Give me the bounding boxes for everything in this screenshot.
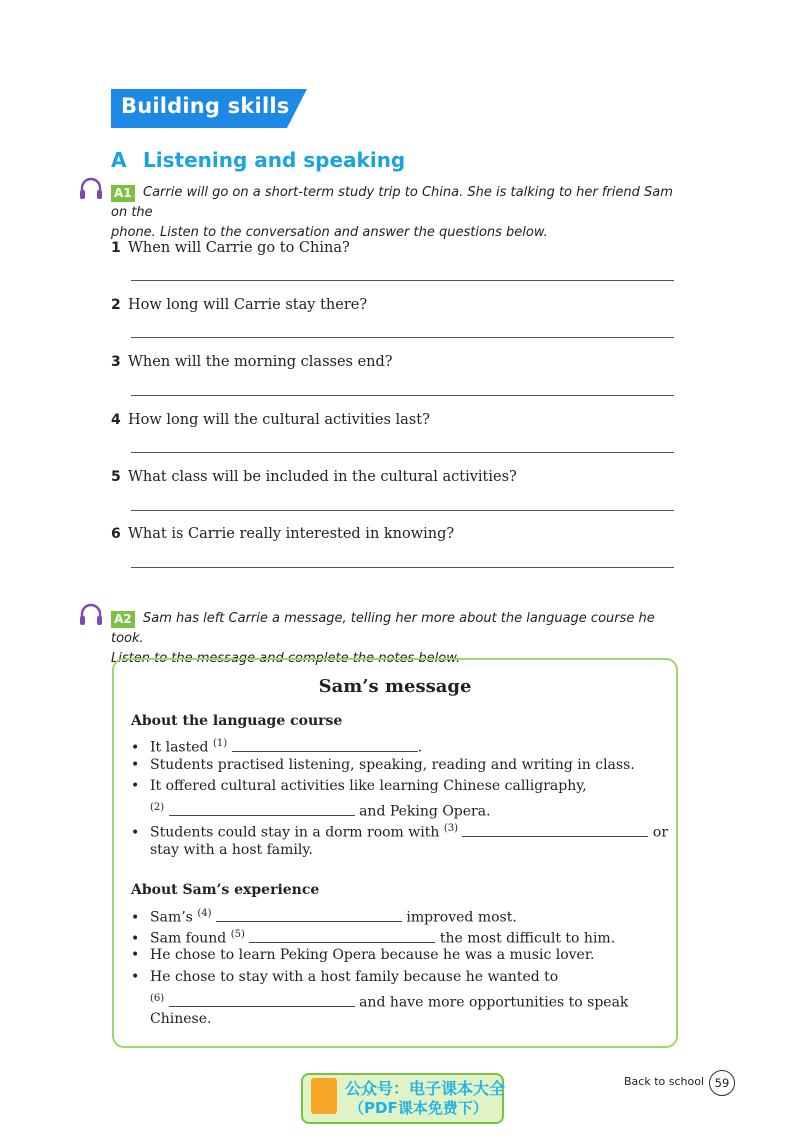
watermark-line-1: 公众号：电子课本大全	[345, 1079, 506, 1098]
section-heading	[111, 148, 405, 172]
question-6: 6 What is Carrie really interested in knowing?	[111, 526, 455, 542]
a1-instruction: Carrie will go on a short-term study trip to China. She is talking to her friend Sam on the phone. Listen to the conversation and answer the questions below.	[111, 185, 673, 240]
blank-4[interactable]	[216, 907, 402, 922]
course-heading: About the language course	[131, 713, 343, 729]
page-number: 59	[709, 1070, 735, 1096]
section-title: Listening and speaking	[143, 148, 406, 172]
course-item-4: • Students could stay in a dorm room with $^{(3)}$ or	[131, 823, 669, 841]
answer-line-1[interactable]	[131, 280, 674, 281]
experience-item-4-cont: $^{(6)}$ and have more opportunities to speak	[150, 993, 629, 1011]
experience-item-1: • Sam’s $^{(4)}$ improved most.	[131, 908, 517, 926]
answer-line-6[interactable]	[131, 567, 674, 568]
experience-item-2: • Sam found $^{(5)}$ the most difficult to him.	[131, 929, 616, 947]
blank-2[interactable]	[169, 801, 355, 816]
exercise-tag-a2: A2	[111, 611, 135, 628]
experience-item-4-cont2: Chinese.	[150, 1011, 212, 1027]
answer-line-3[interactable]	[131, 395, 674, 396]
headphones-icon	[78, 176, 104, 202]
experience-heading: About Sam’s experience	[131, 882, 320, 898]
banner-title: Building skills	[121, 94, 290, 118]
experience-item-4: • He chose to stay with a host family because he wanted to	[131, 969, 559, 985]
question-4: 4 How long will the cultural activities last?	[111, 412, 430, 428]
answer-line-5[interactable]	[131, 510, 674, 511]
headphones-icon	[78, 602, 104, 628]
question-2: 2 How long will Carrie stay there?	[111, 297, 368, 313]
answer-line-2[interactable]	[131, 337, 674, 338]
experience-item-3: • He chose to learn Peking Opera because he was a music lover.	[131, 947, 595, 963]
section-letter: A	[111, 148, 127, 172]
course-item-1: • It lasted $^{(1)}$ .	[131, 738, 423, 756]
question-1: 1 When will Carrie go to China?	[111, 240, 350, 256]
blank-1[interactable]	[232, 737, 418, 752]
answer-line-4[interactable]	[131, 452, 674, 453]
blank-6[interactable]	[169, 992, 355, 1007]
course-item-3: • It offered cultural activities like learning Chinese calligraphy,	[131, 778, 587, 794]
course-item-3-cont: $^{(2)}$ and Peking Opera.	[150, 802, 491, 820]
a2-instruction: Sam has left Carrie a message, telling her more about the language course he took. Listen to the message and complete the notes below.	[111, 611, 655, 666]
blank-5[interactable]	[249, 928, 435, 943]
message-box-title: Sam’s message	[318, 676, 472, 697]
book-icon	[311, 1078, 337, 1114]
blank-3[interactable]	[462, 822, 648, 837]
unit-title: Back to school	[624, 1075, 705, 1088]
watermark-line-2: （PDF课本免费下）	[349, 1099, 488, 1117]
question-5: 5 What class will be included in the cultural activities?	[111, 469, 517, 485]
question-3: 3 When will the morning classes end?	[111, 354, 393, 370]
course-item-4-cont: stay with a host family.	[150, 842, 313, 858]
course-item-2: • Students practised listening, speaking, reading and writing in class.	[131, 757, 635, 773]
exercise-tag-a1: A1	[111, 185, 135, 202]
